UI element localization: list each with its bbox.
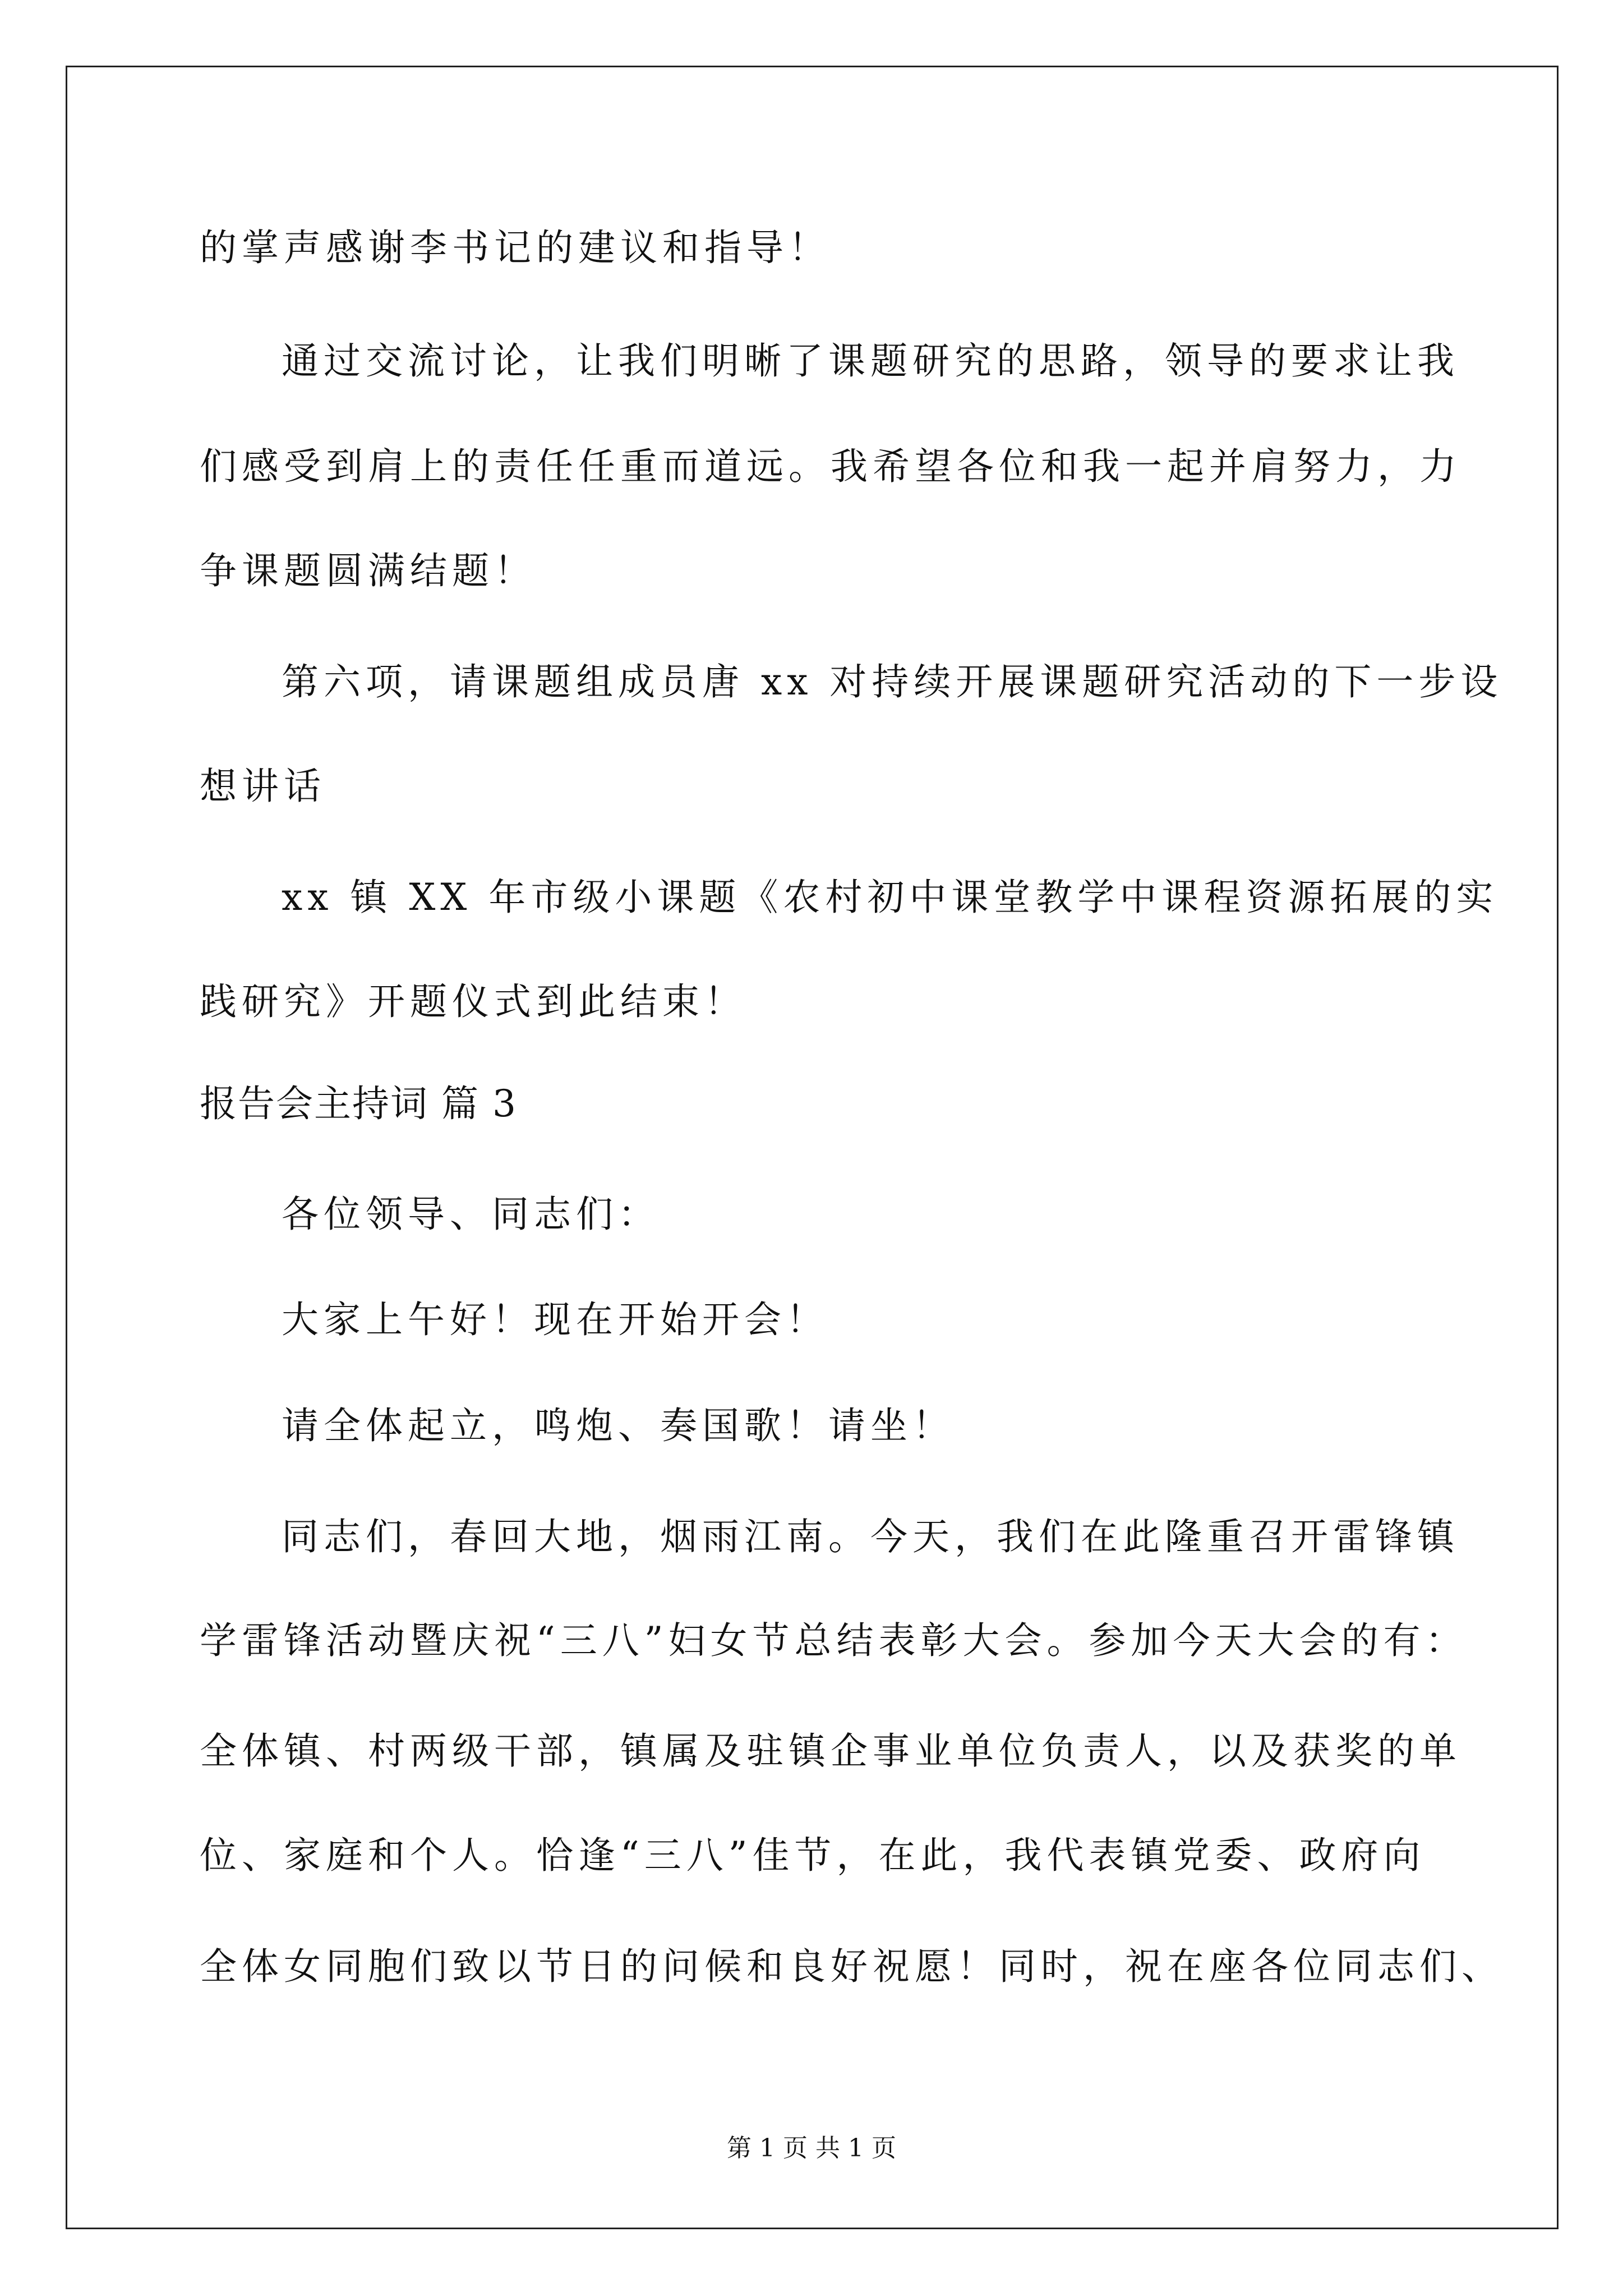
paragraph-line: 争课题圆满结题！ [200, 549, 536, 592]
paragraph-line: 想讲话 [200, 765, 326, 808]
paragraph-line: 位、家庭和个人。恰逢“三八”佳节，在此，我代表镇党委、政府向 [200, 1834, 1426, 1877]
paragraph-line: 各位领导、同志们： [282, 1193, 660, 1236]
page-border [66, 66, 1559, 2229]
paragraph-line: 同志们，春回大地，烟雨江南。今天，我们在此隆重召开雷锋镇 [282, 1515, 1459, 1558]
section-heading: 报告会主持词 篇 3 [200, 1082, 517, 1125]
paragraph-line: 第六项，请课题组成员唐 xx 对持续开展课题研究活动的下一步设 [282, 660, 1503, 703]
paragraph-line: 的掌声感谢李书记的建议和指导！ [200, 226, 831, 269]
paragraph-line: 全体镇、村两级干部，镇属及驻镇企事业单位负责人，以及获奖的单 [200, 1729, 1461, 1773]
paragraph-line: 请全体起立，鸣炮、奏国歌！请坐！ [282, 1404, 955, 1447]
paragraph-line: 践研究》开题仪式到此结束！ [200, 980, 746, 1023]
paragraph-line: 全体女同胞们致以节日的问候和良好祝愿！同时，祝在座各位同志们、 [200, 1945, 1504, 1988]
paragraph-line: 大家上午好！现在开始开会！ [282, 1298, 828, 1341]
paragraph-line: 学雷锋活动暨庆祝“三八”妇女节总结表彰大会。参加今天大会的有： [200, 1619, 1468, 1662]
page-footer: 第 1 页 共 1 页 [727, 2134, 896, 2162]
paragraph-line: 们感受到肩上的责任任重而道远。我希望各位和我一起并肩努力，力 [200, 445, 1461, 488]
paragraph-line: xx 镇 XX 年市级小课题《农村初中课堂教学中课程资源拓展的实 [282, 876, 1498, 919]
paragraph-line: 通过交流讨论，让我们明晰了课题研究的思路，领导的要求让我 [282, 339, 1459, 383]
